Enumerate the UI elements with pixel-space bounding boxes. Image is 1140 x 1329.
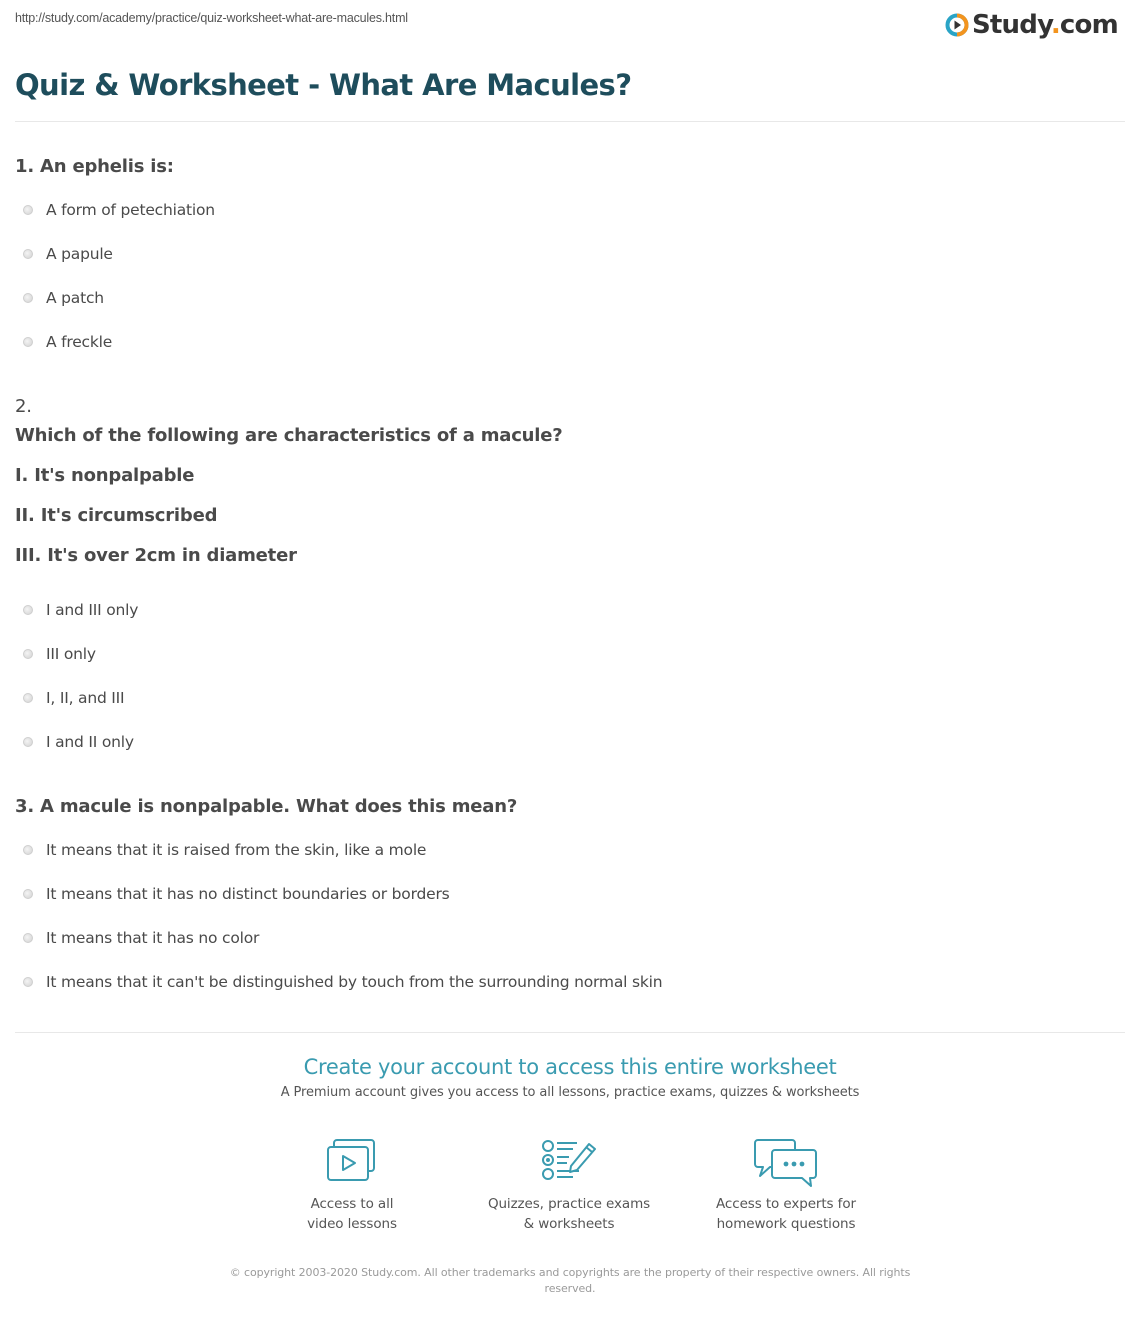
page-title: Quiz & Worksheet - What Are Macules?	[15, 68, 632, 102]
logo-text-main: Study	[972, 10, 1051, 40]
question-2-statement-1: I. It's nonpalpable	[15, 465, 195, 486]
question-1-option-2[interactable]	[23, 244, 113, 264]
question-2-option-2[interactable]	[23, 644, 96, 664]
option-label: I and III only	[46, 601, 139, 619]
logo-dot: .	[1050, 10, 1060, 40]
option-label: I and II only	[46, 733, 134, 751]
feature-label-line-1: Access to all	[310, 1196, 394, 1212]
option-label: A freckle	[46, 333, 113, 351]
option-label: A papule	[46, 245, 113, 263]
radio-button[interactable]	[23, 293, 33, 303]
option-label: A patch	[46, 289, 104, 307]
question-2-number: 2.	[15, 396, 32, 417]
radio-button[interactable]	[23, 889, 33, 899]
question-2-statement-2: II. It's circumscribed	[15, 505, 218, 526]
video-lessons-icon	[326, 1138, 378, 1182]
quiz-checklist-icon	[541, 1138, 597, 1182]
radio-button[interactable]	[23, 737, 33, 747]
cta-subtitle: A Premium account gives you access to all lessons, practice exams, quizzes & worksheets	[280, 1085, 860, 1100]
feature-label-line-2: homework questions	[716, 1216, 856, 1232]
question-1-heading: 1. An ephelis is:	[15, 156, 174, 177]
feature-label-line-2: & worksheets	[523, 1216, 615, 1232]
radio-button[interactable]	[23, 933, 33, 943]
question-2-statement-3: III. It's over 2cm in diameter	[15, 545, 297, 566]
feature-quizzes	[469, 1138, 669, 1234]
chat-bubbles-icon	[754, 1138, 818, 1188]
question-1-option-4[interactable]	[23, 332, 112, 352]
question-3-option-1[interactable]	[23, 840, 426, 860]
question-2-heading: Which of the following are characteristics of a macule?	[15, 425, 563, 446]
question-2-option-4[interactable]	[23, 732, 134, 752]
option-label: III only	[46, 645, 96, 663]
option-label: It means that it can't be distinguished by touch from the surrounding normal skin	[46, 973, 663, 991]
option-label: It means that it has no distinct boundaries or borders	[46, 885, 450, 903]
option-label: I, II, and III	[46, 689, 125, 707]
logo-text-tld: com	[1059, 10, 1118, 40]
feature-video-lessons	[252, 1138, 452, 1234]
radio-button[interactable]	[23, 205, 33, 215]
feature-label-line-1: Quizzes, practice exams	[487, 1196, 651, 1212]
feature-label-line-1: Access to experts for	[716, 1196, 856, 1212]
question-1-option-1[interactable]	[23, 200, 215, 220]
study-logo[interactable]	[945, 10, 1118, 40]
radio-button[interactable]	[23, 605, 33, 615]
radio-button[interactable]	[23, 977, 33, 987]
divider	[15, 121, 1125, 122]
option-label: It means that it has no color	[46, 929, 260, 947]
question-2-option-1[interactable]	[23, 600, 138, 620]
feature-label-line-2: video lessons	[307, 1216, 397, 1232]
option-label: It means that it is raised from the skin, like a mole	[46, 841, 427, 859]
radio-button[interactable]	[23, 845, 33, 855]
radio-button[interactable]	[23, 649, 33, 659]
question-1-option-3[interactable]	[23, 288, 104, 308]
question-3-option-3[interactable]	[23, 928, 259, 948]
question-3-option-4[interactable]	[23, 972, 662, 992]
page-url: http://study.com/academy/practice/quiz-worksheet-what-are-macules.html	[15, 11, 408, 25]
question-2-option-3[interactable]	[23, 688, 124, 708]
copyright-notice: © copyright 2003-2020 Study.com. All other trademarks and copyrights are the property of their respective owners. All rights reserved.	[229, 1266, 911, 1295]
create-account-link[interactable]: Create your account to access this entire worksheet	[303, 1055, 837, 1079]
option-label: A form of petechiation	[46, 201, 215, 219]
play-logo-icon	[945, 13, 969, 37]
radio-button[interactable]	[23, 337, 33, 347]
question-3-heading: 3. A macule is nonpalpable. What does this mean?	[15, 796, 518, 817]
question-3-option-2[interactable]	[23, 884, 450, 904]
radio-button[interactable]	[23, 693, 33, 703]
divider	[15, 1032, 1125, 1033]
feature-experts	[686, 1138, 886, 1234]
radio-button[interactable]	[23, 249, 33, 259]
